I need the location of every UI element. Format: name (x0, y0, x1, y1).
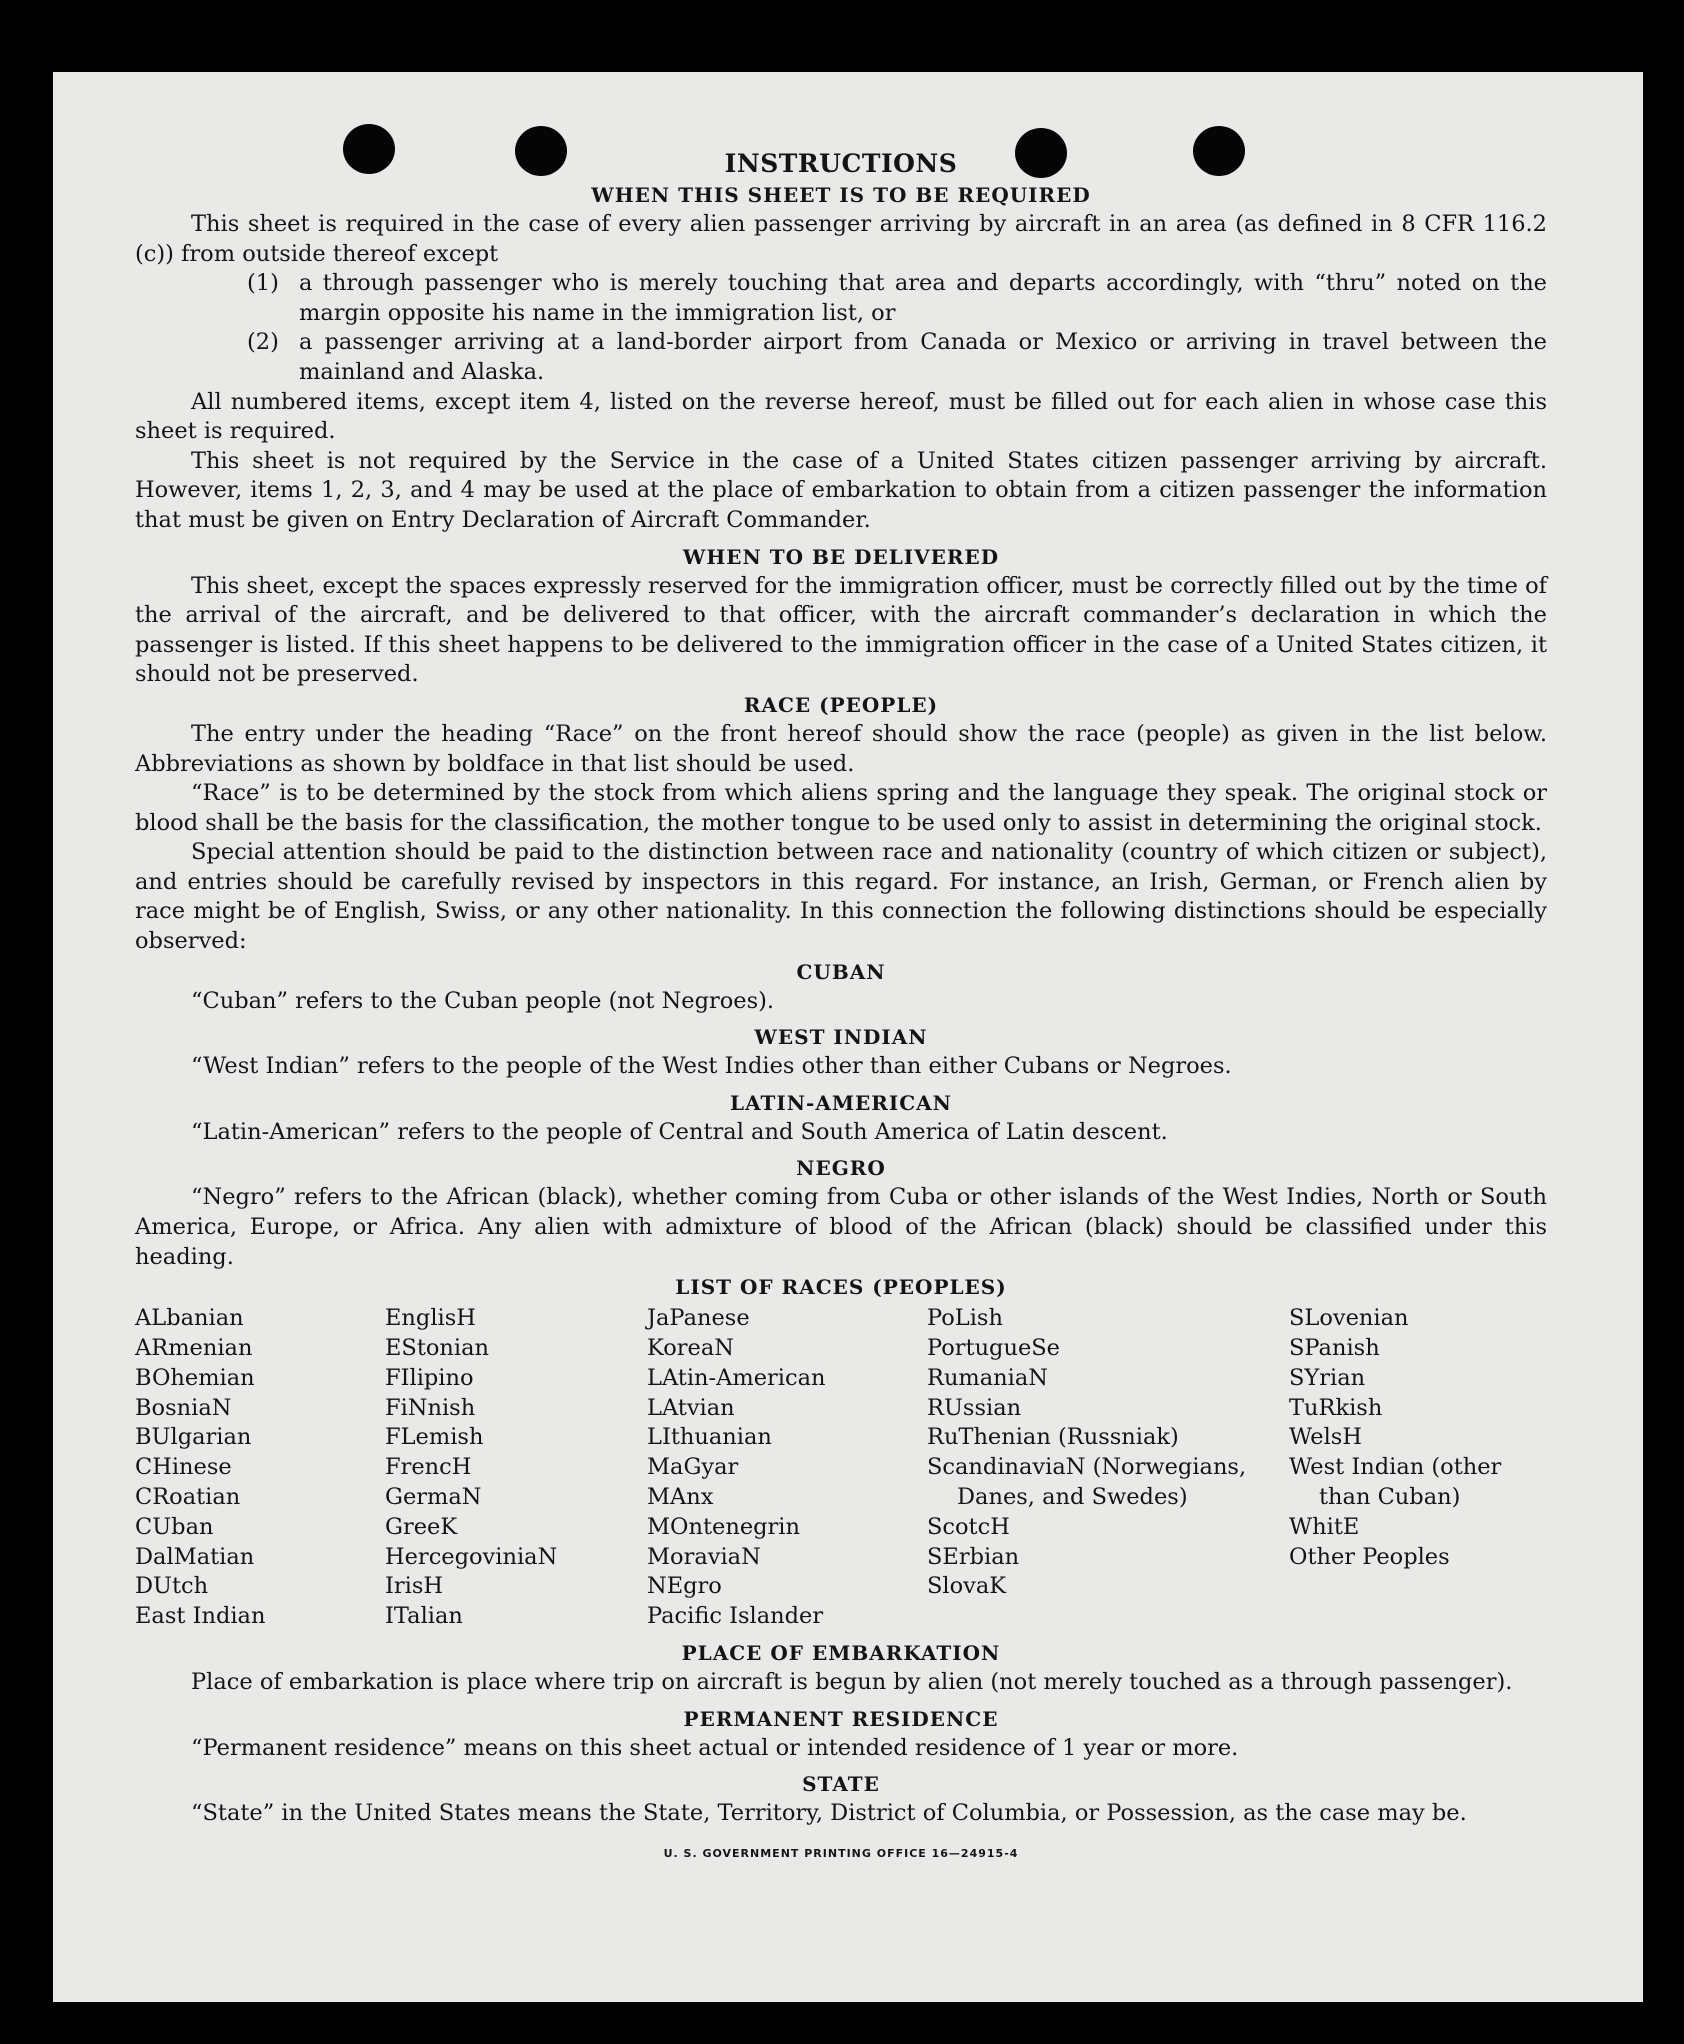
race-entry: WelsH (1289, 1424, 1362, 1451)
section-heading-west-indian: WEST INDIAN (754, 1025, 928, 1050)
state-paragraph: “State” in the United States means the State, Territory, District of Columbia, or Possession, as the case may be. (191, 1800, 1467, 1827)
race-entry: RumaniaN (927, 1364, 1048, 1391)
exception-number: (1) (247, 270, 279, 297)
section-heading-embarkation: PLACE OF EMBARKATION (681, 1640, 1001, 1665)
embarkation-paragraph: Place of embarkation is place where trip on aircraft is begun by alien (not merely touched as a through passenger). (191, 1668, 1513, 1695)
numbered-items-paragraph: All numbered items, except item 4, listed on the reverse hereof, must be filled out for each alien in whose case this sheet is required. (135, 388, 1547, 445)
race-entry: KoreaN (647, 1335, 734, 1362)
race-entry: BUlgarian (135, 1424, 252, 1451)
section-heading-list: LIST OF RACES (PEOPLES) (675, 1275, 1007, 1300)
delivered-paragraph: This sheet, except the spaces expressly reserved for the immigration officer, must be correctly filled out by the time of the arrival of the aircraft, and be delivered to that officer, with the aircraft commander’s declaration in which the passenger is listed. If this sheet happens to be delivered to the immigration officer in the case of a United States citizen, it should not be preserved. (135, 572, 1547, 688)
race-entry: DalMatian (135, 1543, 255, 1570)
race-entry: JaPanese (647, 1305, 750, 1332)
race-entry: FLemish (385, 1424, 484, 1451)
instructions-content (135, 148, 1547, 1868)
race-column (1289, 1304, 1547, 1632)
race-entry: CRoatian (135, 1484, 241, 1510)
residence-paragraph: “Permanent residence” means on this sheet actual or intended residence of 1 year or more. (191, 1734, 1239, 1761)
race-entry: Pacific Islander (647, 1603, 824, 1630)
race-paragraph-2: “Race” is to be determined by the stock from which aliens spring and the language they speak. The original stock or blood shall be the basis for the classification, the mother tongue to be used only to assist in determining the original stock. (135, 780, 1547, 836)
race-entry: RUssian (927, 1394, 1022, 1421)
race-column (927, 1304, 1289, 1632)
race-entry: ScotcH (927, 1513, 1010, 1540)
exception-item (135, 269, 1547, 328)
race-entry: SlovaK (927, 1573, 1007, 1600)
race-column (135, 1304, 385, 1632)
race-entry: MoraviaN (647, 1543, 761, 1570)
race-entry: LAtvian (647, 1394, 735, 1421)
race-entry: CHinese (135, 1454, 232, 1481)
race-entry: BosniaN (135, 1394, 232, 1421)
race-entry: MOntenegrin (647, 1513, 800, 1540)
section-heading-negro: NEGRO (796, 1156, 886, 1181)
section-heading-latin-american: LATIN-AMERICAN (730, 1090, 952, 1115)
exception-text: a passenger arriving at a land-border airport from Canada or Mexico or arriving in travel between the mainland and Alaska. (299, 329, 1547, 385)
section-heading-state: STATE (802, 1772, 880, 1797)
race-entry: DUtch (135, 1573, 209, 1600)
section-heading-required: WHEN THIS SHEET IS TO BE REQUIRED (591, 183, 1091, 207)
exception-item (135, 328, 1547, 387)
exception-number: (2) (247, 329, 279, 356)
race-entry: SLovenian (1289, 1305, 1409, 1332)
race-entry: MAnx (647, 1484, 714, 1510)
race-entry: Other Peoples (1289, 1543, 1450, 1570)
race-entry: LAtin-American (647, 1364, 826, 1391)
section-heading-delivered: WHEN TO BE DELIVERED (682, 544, 1000, 569)
race-entry: IrisH (385, 1573, 444, 1600)
negro-paragraph: “Negro” refers to the African (black), whether coming from Cuba or other islands of the West Indies, North or South America, Europe, or Africa. Any alien with admixture of blood of the African (black) should be classified under this heading. (135, 1184, 1547, 1270)
race-paragraph-3: Special attention should be paid to the distinction between race and nationality (country of which citizen or subject), and entries should be carefully revised by inspectors in this regard. For instance, an Irish, German, or French alien by race might be of English, Swiss, or any other nationality. In this connection the following distinctions should be especially observed: (135, 839, 1547, 955)
race-entry: LIthuanian (647, 1424, 772, 1451)
exception-text: a through passenger who is merely touching that area and departs accordingly, with “thru” noted on the margin opposite his name in the immigration list, or (299, 270, 1547, 326)
race-entry: East Indian (135, 1603, 266, 1630)
race-entry: FiNnish (385, 1394, 476, 1421)
section-heading-residence: PERMANENT RESIDENCE (683, 1706, 999, 1731)
race-entry: CUban (135, 1513, 214, 1540)
race-paragraph-1: The entry under the heading “Race” on the front hereof should show the race (people) as given in the list below. Abbreviations as shown by boldface in that list should be used. (135, 720, 1547, 777)
section-heading-race: RACE (PEOPLE) (743, 692, 939, 717)
cuban-paragraph: “Cuban” refers to the Cuban people (not Negroes). (191, 987, 775, 1014)
race-entry: PortugueSe (927, 1335, 1061, 1362)
race-entry: PoLish (927, 1305, 1003, 1332)
race-entry: SErbian (927, 1543, 1020, 1570)
race-entry: EStonian (385, 1335, 490, 1362)
race-entry: West Indian (other than Cuban) (1289, 1454, 1502, 1510)
race-entry: NEgro (647, 1573, 722, 1600)
race-entry: FrencH (385, 1454, 472, 1481)
race-entry: SYrian (1289, 1364, 1366, 1391)
race-entry: EnglisH (385, 1305, 476, 1332)
race-entry: BOhemian (135, 1364, 255, 1391)
race-entry: RuThenian (Russniak) (927, 1424, 1179, 1451)
race-entry: ScandinaviaN (Norwegians, Danes, and Swedes) (927, 1454, 1247, 1510)
race-column (647, 1304, 927, 1632)
race-entry: MaGyar (647, 1454, 739, 1481)
race-entry: SPanish (1289, 1335, 1380, 1362)
race-entry: GreeK (385, 1513, 458, 1540)
race-entry: WhitE (1289, 1513, 1360, 1540)
race-list (135, 1304, 1547, 1632)
race-entry: ALbanian (135, 1305, 244, 1332)
race-entry: FIlipino (385, 1364, 474, 1391)
race-entry: TuRkish (1289, 1394, 1383, 1421)
section-heading-cuban: CUBAN (796, 959, 886, 984)
race-entry: ARmenian (135, 1335, 253, 1362)
document-sheet (53, 72, 1643, 2002)
printing-office-footer: U. S. GOVERNMENT PRINTING OFFICE 16—24915-4 (663, 1846, 1019, 1860)
race-entry: HercegoviniaN (385, 1543, 558, 1570)
race-entry: GermaN (385, 1484, 482, 1510)
race-column (385, 1304, 647, 1632)
race-entry: ITalian (385, 1603, 463, 1630)
citizen-paragraph: This sheet is not required by the Service in the case of a United States citizen passenger arriving by aircraft. However, items 1, 2, 3, and 4 may be used at the place of embarkation to obtain from a citizen passenger the information that must be given on Entry Declaration of Aircraft Commander. (135, 447, 1547, 533)
required-intro: This sheet is required in the case of every alien passenger arriving by aircraft in an area (as defined in 8 CFR 116.2 (c)) from outside thereof except (135, 211, 1547, 267)
page-title: INSTRUCTIONS (724, 149, 958, 178)
latin-american-paragraph: “Latin-American” refers to the people of Central and South America of Latin descent. (191, 1118, 1168, 1145)
west-indian-paragraph: “West Indian” refers to the people of the West Indies other than either Cubans or Negroes. (191, 1053, 1232, 1080)
